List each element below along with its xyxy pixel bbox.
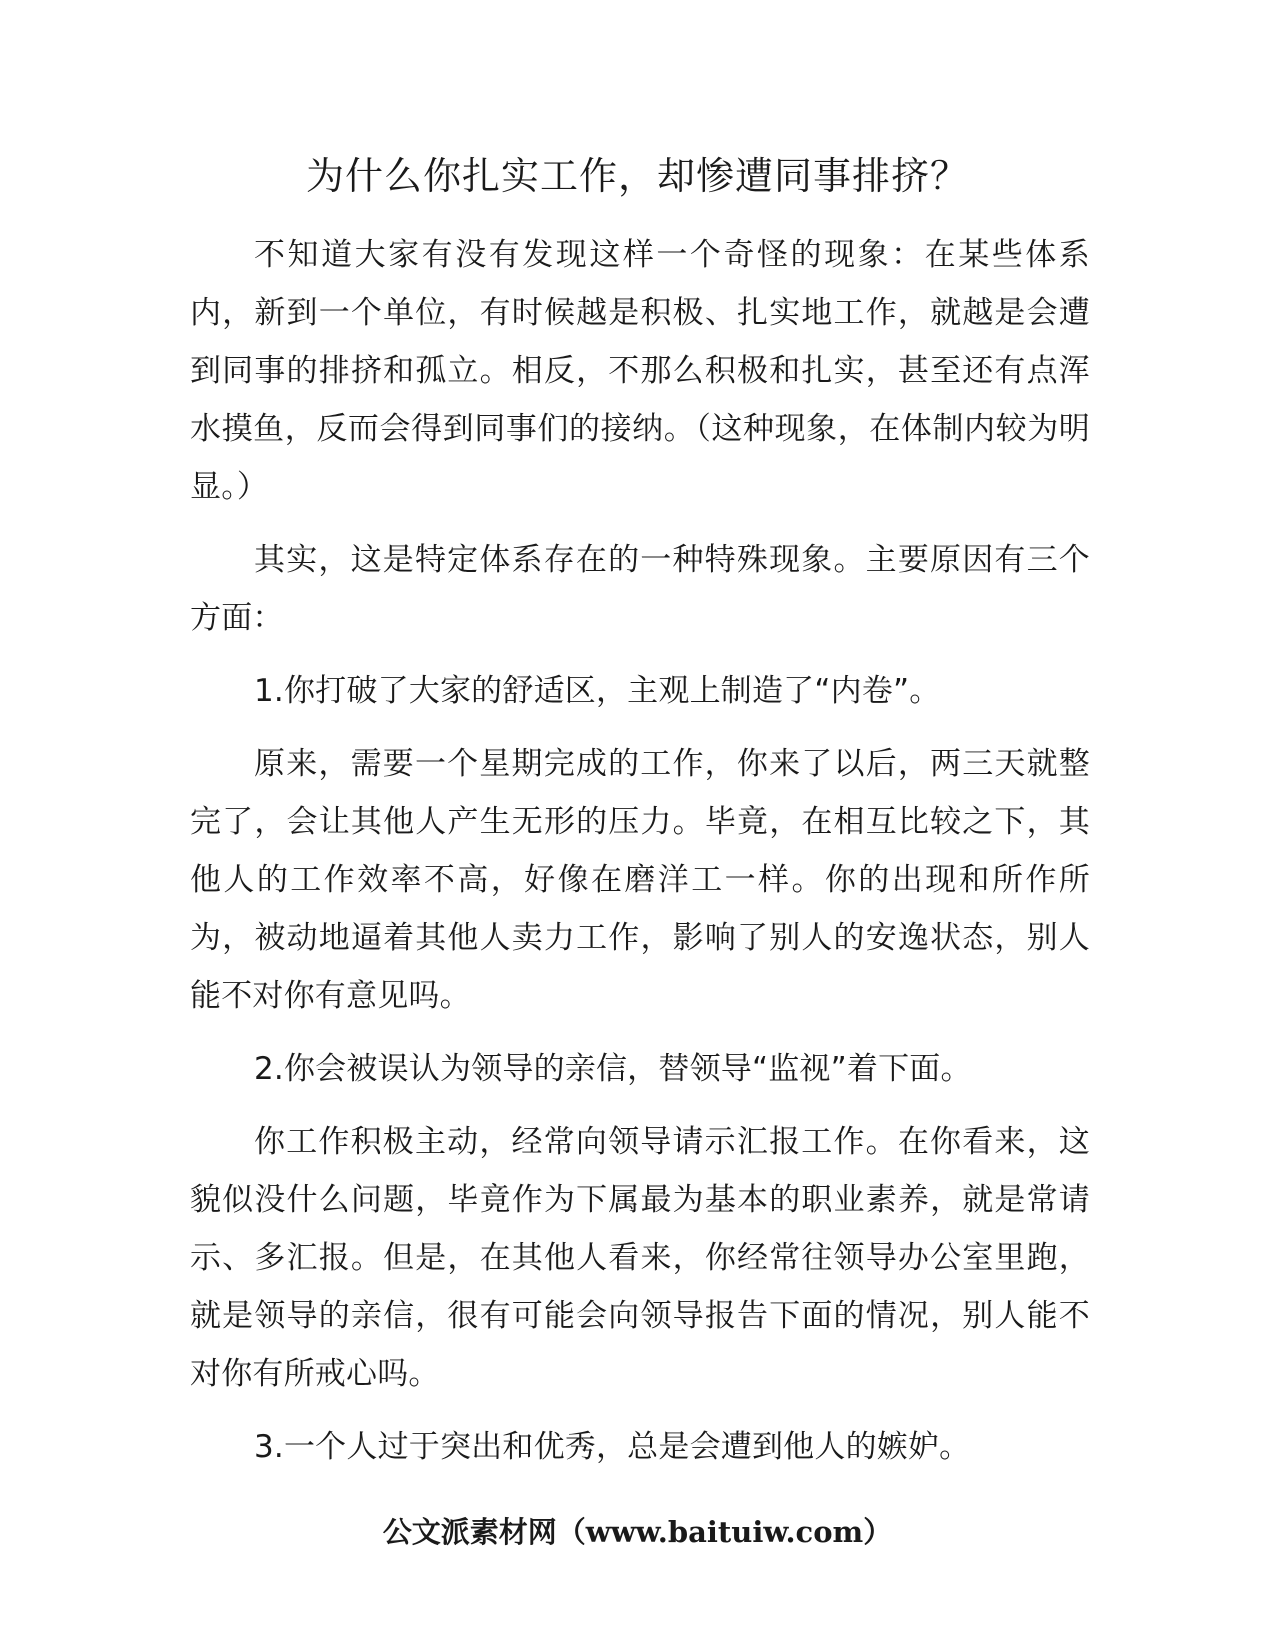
document-title: 为什么你扎实工作，却惨遭同事排挤？ bbox=[305, 154, 969, 198]
paragraph-intro: 不知道大家有没有发现这样一个奇怪的现象：在某些体系内，新到一个单位，有时候越是积极、扎实地工作，就越是会遭到同事的排挤和孤立。相反，不那么积极和扎实，甚至还有点浑水摸鱼，反而会得到同事们的接纳。（这种现象，在体制内较为明显。） bbox=[190, 237, 1090, 505]
paragraph-point-1-heading: 1.你打破了大家的舒适区，主观上制造了“内卷”。 bbox=[254, 673, 941, 709]
paragraph-point-2-body: 你工作积极主动，经常向领导请示汇报工作。在你看来，这貌似没什么问题，毕竟作为下属最为基本的职业素养，就是常请示、多汇报。但是，在其他人看来，你经常往领导办公室里跑，就是领导的亲信，很有可能会向领导报告下面的情况，别人能不对你有所戒心吗。 bbox=[190, 1124, 1090, 1392]
paragraph-point-2-heading: 2.你会被误认为领导的亲信，替领导“监视”着下面。 bbox=[254, 1051, 972, 1087]
paragraph-point-1-body: 原来，需要一个星期完成的工作，你来了以后，两三天就整完了，会让其他人产生无形的压力。毕竟，在相互比较之下，其他人的工作效率不高，好像在磨洋工一样。你的出现和所作所为，被动地逼着其他人卖力工作，影响了别人的安逸状态，别人能不对你有意见吗。 bbox=[190, 746, 1090, 1014]
paragraph-summary: 其实，这是特定体系存在的一种特殊现象。主要原因有三个方面： bbox=[190, 542, 1090, 636]
paragraph-point-3-heading: 3.一个人过于突出和优秀，总是会遭到他人的嫉妒。 bbox=[254, 1429, 971, 1465]
source-footer: 公文派素材网（www.baituiw.com） bbox=[382, 1515, 893, 1549]
document-body bbox=[190, 226, 1090, 1491]
